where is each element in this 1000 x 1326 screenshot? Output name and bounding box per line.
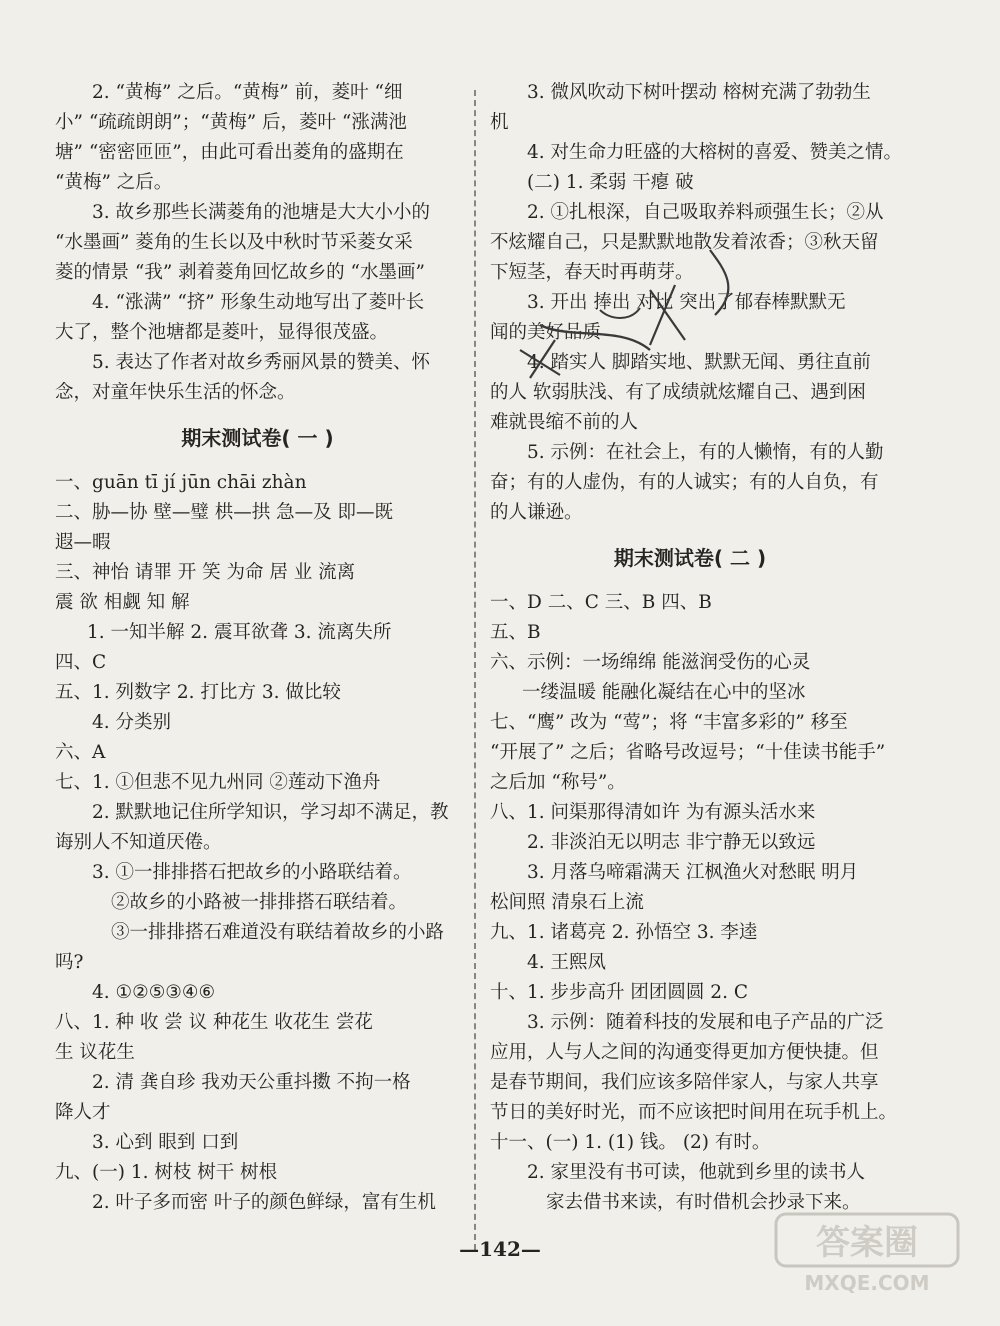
answer-line: 3. 开出 捧出 对比 突出了郁春棒默默无 (527, 292, 846, 313)
answer-line: 二、胁—协 壁—璧 栱—拱 急—及 即—既 (55, 502, 394, 523)
section-title: 期末测试卷( 一 ) (181, 426, 334, 450)
answer-line: 3. 示例：随着科技的发展和电子产品的广泛 (527, 1012, 884, 1033)
answer-line: 念，对童年快乐生活的怀念。 (55, 382, 296, 403)
svg-text:MXQE.COM: MXQE.COM (804, 1271, 930, 1295)
answer-line: 下短茎，春天时再萌芽。 (490, 262, 694, 283)
answer-line: 震 欲 相觑 知 解 (55, 592, 190, 613)
answer-line: 吗? (55, 952, 84, 973)
answer-line: 塘” “密密匝匝”，由此可看出菱角的盛期在 (55, 142, 404, 163)
answer-line: 松间照 清泉石上流 (490, 892, 644, 913)
answer-line: “黄梅” 之后。 (55, 172, 173, 193)
handwriting-scribble (500, 230, 760, 380)
answer-line: ②故乡的小路被一排排搭石联结着。 (111, 892, 408, 913)
answer-line: (二) 1. 柔弱 干瘪 破 (527, 172, 694, 193)
answer-line: 4. 对生命力旺盛的大榕树的喜爱、赞美之情。 (527, 142, 903, 163)
answer-line: 大了，整个池塘都是菱叶，显得很茂盛。 (55, 322, 389, 343)
answer-line: 六、A (55, 742, 106, 763)
answer-line: 2. ①扎根深，自己吸取养料顽强生长；②从 (527, 202, 884, 223)
answer-line: 4. ①②⑤③④⑥ (92, 982, 216, 1003)
answer-line: 应用，人与人之间的沟通变得更加方便快捷。但 (490, 1042, 879, 1063)
answer-line: 生 议花生 (55, 1042, 135, 1063)
answer-line: 机 (490, 112, 509, 133)
answer-line: 3. ①一排排搭石把故乡的小路联结着。 (92, 862, 412, 883)
answer-line: 三、神怡 请罪 开 笑 为命 居 业 流离 (55, 562, 356, 583)
answer-line: 一、D 二、C 三、B 四、B (490, 592, 712, 613)
answer-line: 5. 示例：在社会上，有的人懒惰，有的人勤 (527, 442, 884, 463)
answer-line: 一缕温暖 能融化凝结在心中的坚冰 (522, 682, 806, 703)
answer-line: 遐—暇 (55, 532, 111, 553)
answer-line: “水墨画” 菱角的生长以及中秋时节采菱女采 (55, 232, 413, 253)
answer-line: 小” “疏疏朗朗”；“黄梅” 后，菱叶 “涨满池 (55, 112, 407, 133)
answer-line: 4. “涨满” “挤” 形象生动地写出了菱叶长 (92, 292, 425, 313)
answer-line: 1. 一知半解 2. 震耳欲聋 3. 流离失所 (87, 622, 392, 643)
watermark-logo (772, 1208, 962, 1298)
answer-line: 2. 家里没有书可读，他就到乡里的读书人 (527, 1162, 866, 1183)
answer-line: 十、1. 步步高升 团团圆圆 2. C (490, 982, 748, 1003)
answer-line: 降人才 (55, 1102, 111, 1123)
answer-line: 一、guān tī jí jūn chāi zhàn (55, 472, 307, 493)
answer-line: 十一、(一) 1. (1) 钱。 (2) 有时。 (490, 1132, 771, 1153)
answer-line: 的人 软弱肤浅、有了成绩就炫耀自己、遇到困 (490, 382, 866, 403)
answer-line: 九、1. 诸葛亮 2. 孙悟空 3. 李逵 (490, 922, 758, 943)
answer-line: 的人谦逊。 (490, 502, 583, 523)
answer-line: 2. 叶子多而密 叶子的颜色鲜绿，富有生机 (92, 1192, 436, 1213)
answer-line: 五、1. 列数字 2. 打比方 3. 做比较 (55, 682, 341, 703)
answer-line: 3. 心到 眼到 口到 (92, 1132, 239, 1153)
answer-line: 4. 王熙凤 (527, 952, 607, 973)
answer-line: 难就畏缩不前的人 (490, 412, 639, 433)
answer-line: 闻的美好品质 (490, 322, 602, 343)
answer-line: 六、示例：一场绵绵 能滋润受伤的心灵 (490, 652, 811, 673)
answer-line: 之后加 “称号”。 (490, 772, 626, 793)
answer-line: 九、(一) 1. 树枝 树干 树根 (55, 1162, 278, 1183)
answer-line: 八、1. 种 收 尝 议 种花生 收花生 尝花 (55, 1012, 373, 1033)
svg-text:答案圈: 答案圈 (816, 1223, 918, 1263)
answer-line: 家去借书来读，有时借机会抄录下来。 (546, 1192, 861, 1213)
answer-line: 是春节期间，我们应该多陪伴家人，与家人共享 (490, 1072, 879, 1093)
column-divider (474, 90, 476, 1250)
answer-line: 节日的美好时光，而不应该把时间用在玩手机上。 (490, 1102, 898, 1123)
page-number: —142— (459, 1237, 541, 1261)
answer-line: 3. 故乡那些长满菱角的池塘是大大小小的 (92, 202, 431, 223)
left-column (55, 78, 460, 1218)
answer-line: 不炫耀自己，只是默默地散发着浓香；③秋天留 (490, 232, 879, 253)
answer-line: 4. 分类别 (92, 712, 172, 733)
answer-line: 2. 清 龚自珍 我劝天公重抖擞 不拘一格 (92, 1072, 411, 1093)
answer-line: 3. 月落乌啼霜满天 江枫渔火对愁眠 明月 (527, 862, 859, 883)
answer-line: 5. 表达了作者对故乡秀丽风景的赞美、怀 (92, 352, 431, 373)
answer-line: 2. 非淡泊无以明志 非宁静无以致远 (527, 832, 816, 853)
answer-line: 诲别人不知道厌倦。 (55, 832, 222, 853)
answer-line: 八、1. 问渠那得清如许 为有源头活水来 (490, 802, 816, 823)
answer-line: 2. 默默地记住所学知识，学习却不满足，教 (92, 802, 449, 823)
answer-line: “开展了” 之后；省略号改逗号；“十佳读书能手” (490, 742, 886, 763)
answer-line: 3. 微风吹动下树叶摆动 榕树充满了勃勃生 (527, 82, 871, 103)
answer-line: 七、1. ①但悲不见九州同 ②莲动下渔舟 (55, 772, 381, 793)
answer-line: ③一排排搭石难道没有联结着故乡的小路 (111, 922, 445, 943)
answer-line: 七、“鹰” 改为 “莺”；将 “丰富多彩的” 移至 (490, 712, 848, 733)
answer-line: 菱的情景 “我” 剥着菱角回忆故乡的 “水墨画” (55, 262, 425, 283)
answer-line: 2. “黄梅” 之后。“黄梅” 前，菱叶 “细 (92, 82, 403, 103)
answer-line: 五、B (490, 622, 541, 643)
section-title: 期末测试卷( 二 ) (613, 546, 767, 570)
answer-line: 四、C (55, 652, 107, 673)
answer-line: 4. 踏实人 脚踏实地、默默无闻、勇往直前 (527, 352, 871, 373)
answer-line: 奋；有的人虚伪，有的人诚实；有的人自负，有 (490, 472, 879, 493)
